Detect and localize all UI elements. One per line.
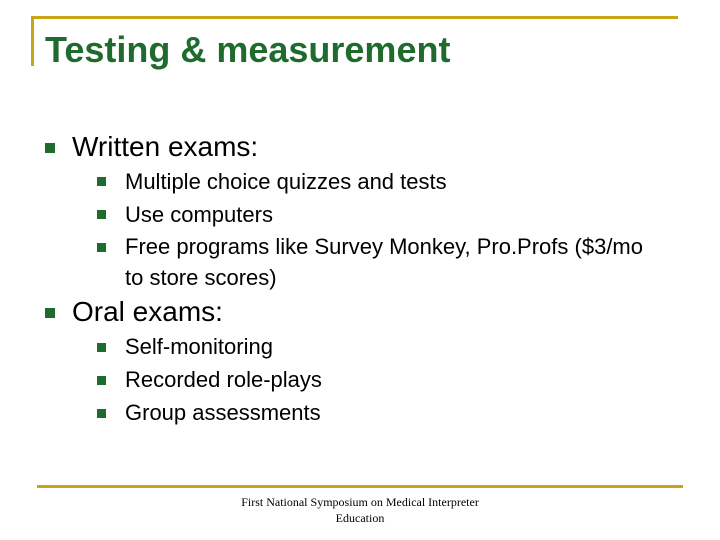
list-item: Recorded role-plays — [125, 367, 322, 392]
slide-title: Testing & measurement — [45, 29, 451, 70]
title-frame-top-line — [31, 16, 678, 19]
square-bullet-icon — [97, 243, 106, 252]
square-bullet-icon — [97, 343, 106, 352]
list-item: Use computers — [125, 202, 273, 227]
title-frame-left-line — [31, 16, 34, 66]
square-bullet-icon — [45, 143, 55, 153]
square-bullet-icon — [97, 376, 106, 385]
square-bullet-icon — [97, 409, 106, 418]
list-item: Group assessments — [125, 400, 321, 425]
list-item: Multiple choice quizzes and tests — [125, 169, 447, 194]
list-item: Free programs like Survey Monkey, Pro.Profs ($3/mo to store scores) — [125, 234, 643, 290]
square-bullet-icon — [97, 177, 106, 186]
footer-divider — [37, 485, 683, 488]
footer-text: First National Symposium on Medical Interpreter Education — [241, 495, 479, 525]
section-heading-written-exams: Written exams: — [72, 131, 259, 162]
list-item: Self-monitoring — [125, 334, 273, 359]
square-bullet-icon — [45, 308, 55, 318]
section-heading-oral-exams: Oral exams: — [72, 296, 223, 327]
square-bullet-icon — [97, 210, 106, 219]
